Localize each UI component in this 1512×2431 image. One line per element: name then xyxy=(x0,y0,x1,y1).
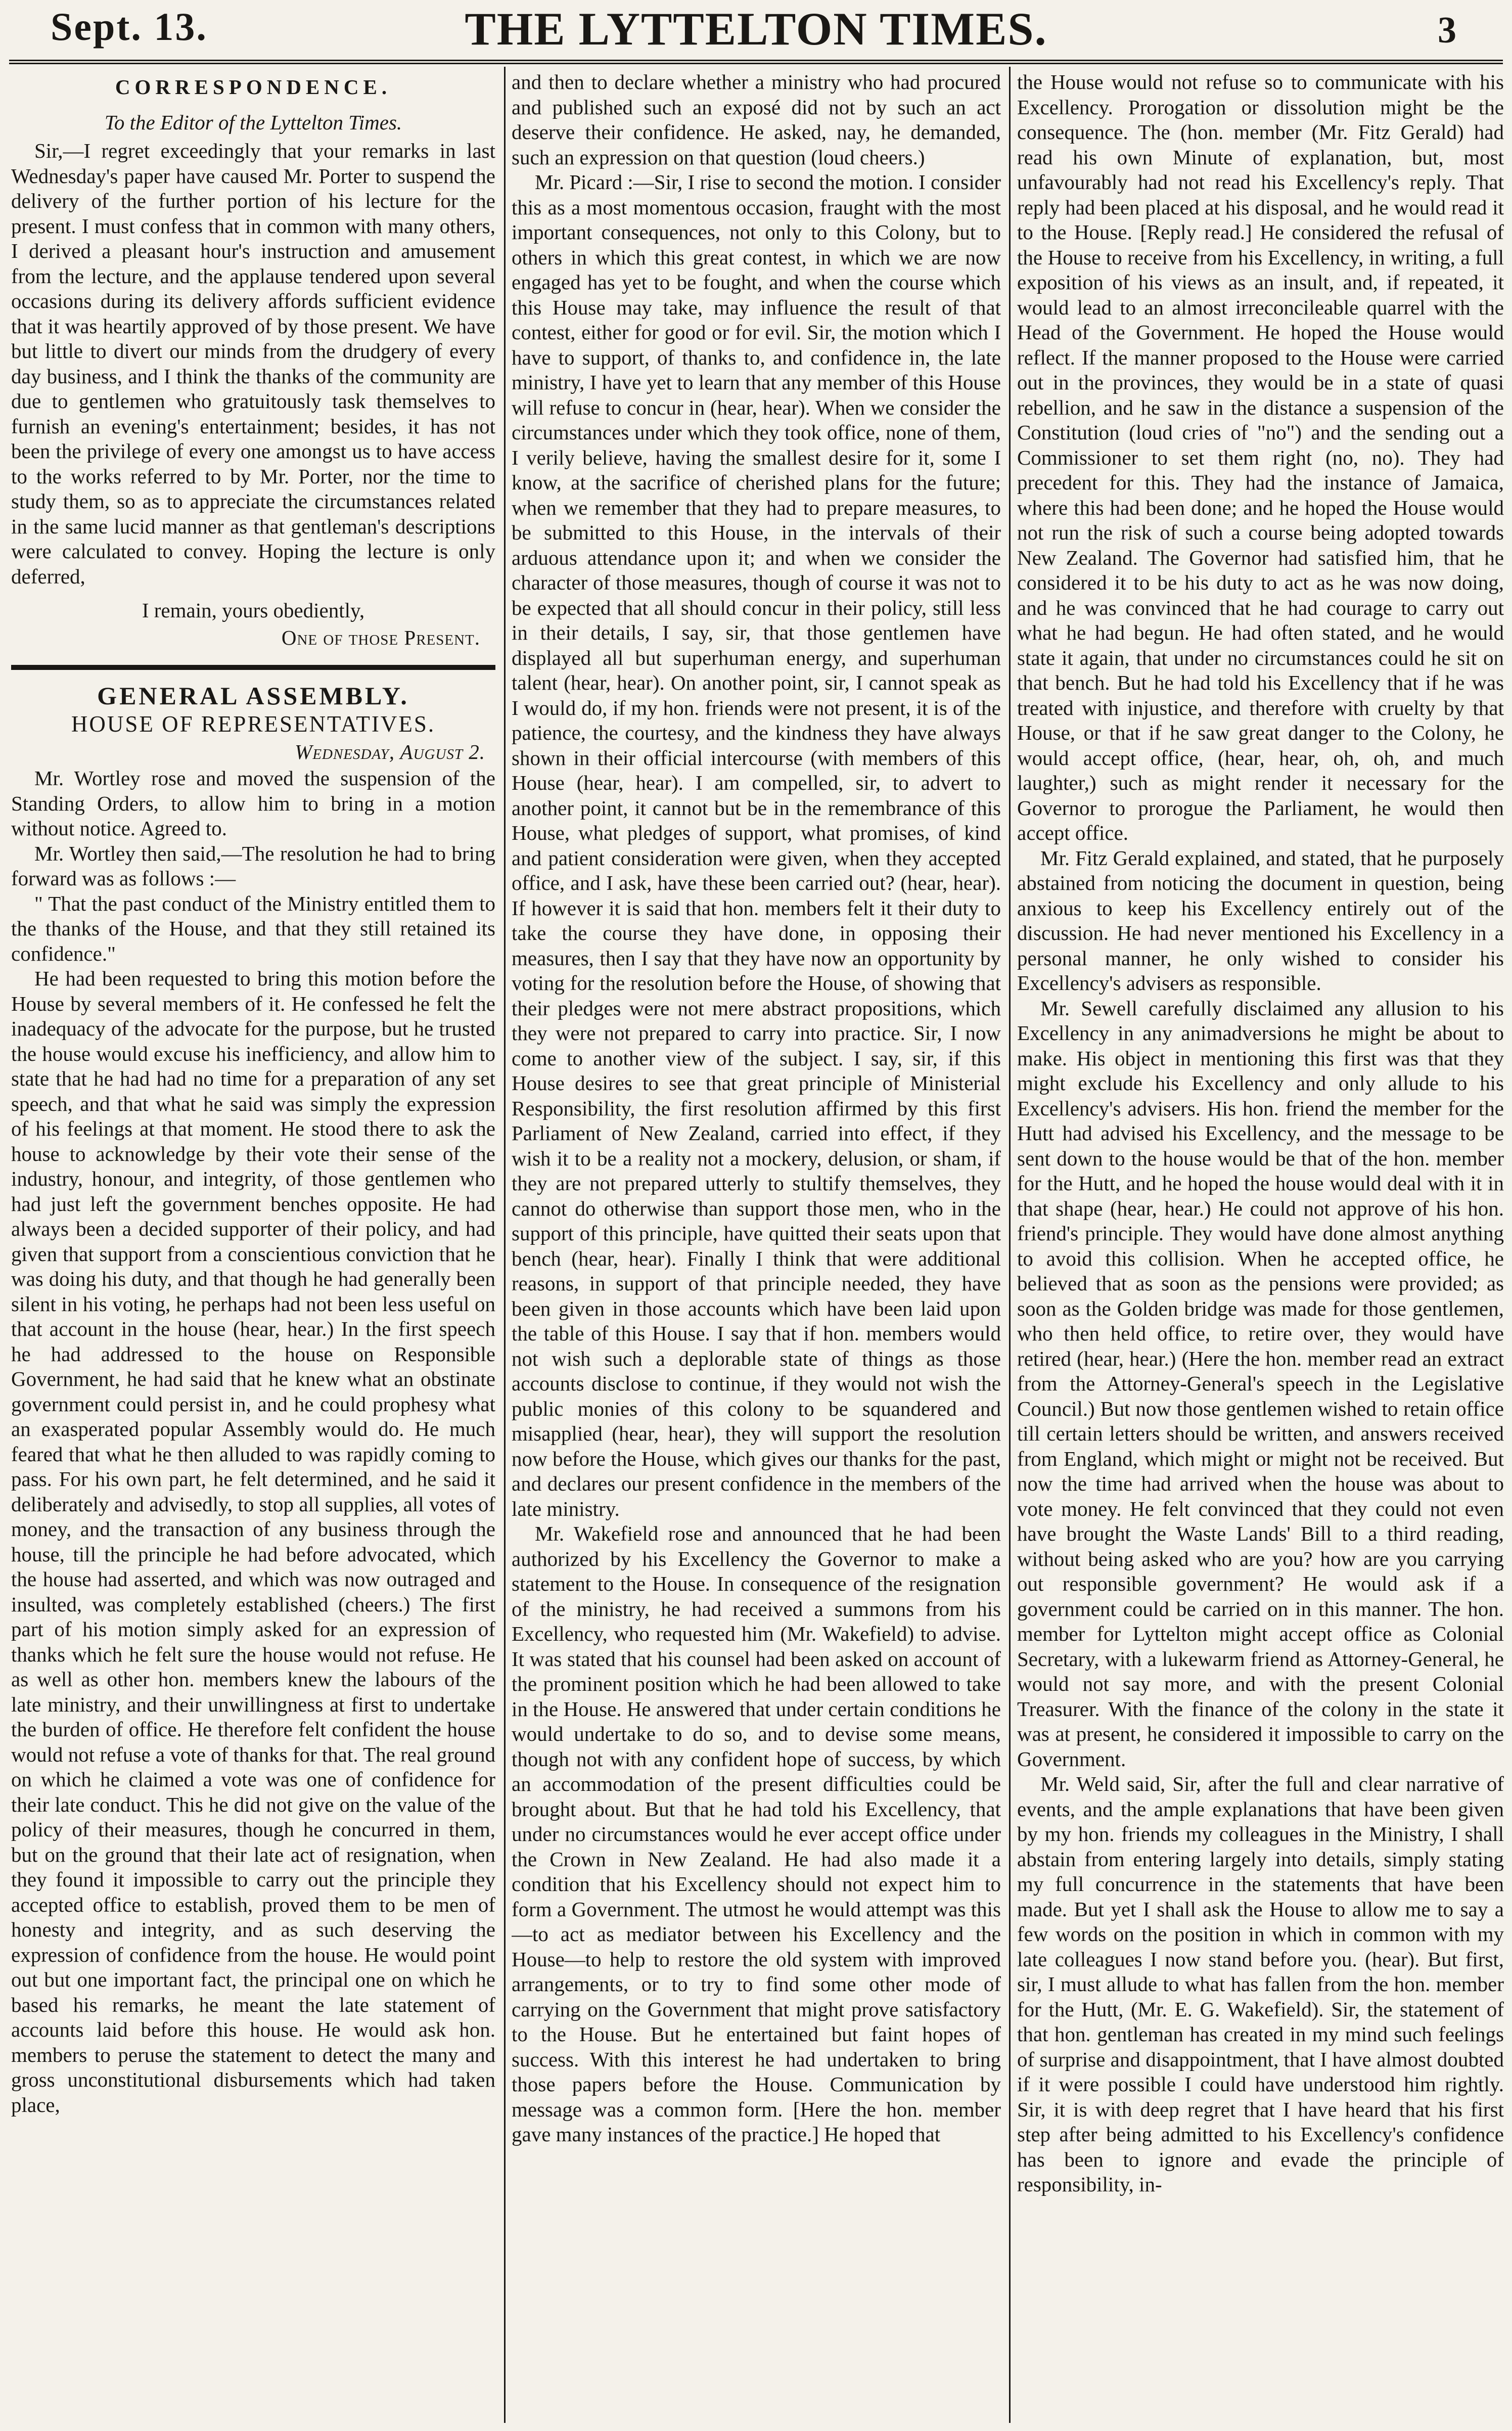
column-rule xyxy=(504,67,506,2423)
letter-body xyxy=(11,139,495,589)
paragraph: Mr. Wortley rose and moved the suspension of the Standing Orders, to allow him to bring in a motion without notice. Agreed to. xyxy=(11,767,495,840)
assembly-subheading: HOUSE OF REPRESENTATIVES. xyxy=(71,711,436,737)
letter-closing: I remain, yours obediently, xyxy=(142,599,365,622)
assembly-heading: GENERAL ASSEMBLY. xyxy=(97,682,409,710)
page-number: 3 xyxy=(1438,10,1456,51)
assembly-intro xyxy=(11,766,495,891)
letter-signature: One of those Present. xyxy=(281,626,480,649)
letter-salutation: To the Editor of the Lyttelton Times. xyxy=(104,111,402,134)
letter-text: Sir,—I regret exceedingly that your remarks in last Wednesday's paper have caused Mr. Porter to suspend the delivery of the further portion of his lecture for the present. I must confess that in common with many others, I derived a pleasant hour's instruction and amusement from the lecture, and the applause tendered upon several occasions during its delivery affords sufficient evidence that it was heartily approved of by those present. We have but little to divert our minds from the drudgery of every day business, and I think the thanks of the community are due to gentlemen who gratuitously task themselves to furnish an evening's entertainment; besides, it has not been the privilege of every one amongst us to have access to the works referred to by Mr. Porter, nor the time to study them, so as to appreciate the circumstances related in the same lucid manner as that gentleman's descriptions were calculated to convey. Hoping the lecture is only deferred, xyxy=(11,139,495,588)
column-2-text xyxy=(512,70,1001,2147)
paragraph: Mr. Picard :—Sir, I rise to second the motion. I consider this as a most momentous occasion, fraught with the most important consequences, not only to this Colony, but to others in which this great contest, in which we are now engaged has yet to be fought, and when the course which this House may take, may influence the result of that contest, either for good or for evil. Sir, the motion which I have to support, of thanks to, and confidence in, the late ministry, I have yet to learn that any member of this House will refuse to concur in (hear, hear). When we consider the circumstances under which they took office, none of them, I verily believe, having the smallest desire for it, some I know, at the sacrifice of cherished plans for the future; when we remember that they had to prepare measures, to be submitted to this House, in the intervals of their arduous attendance upon it; and when we consider the character of those measures, though of course it was not to be expected that all should concur in their policy, still less in their details, I say, sir, that those gentlemen have displayed all but superhuman energy, and superhuman talent (hear, hear). On another point, sir, I cannot speak as I would do, if my hon. friends were not present, it is of the patience, the courtesy, and the kindness they have always shown in their official intercourse (with members of this House (hear, hear). I am compelled, sir, to advert to another point, it cannot but be in the remembrance of this House, what pledges of support, what promises, of kind and patient consideration were given, when they accepted office, and I ask, have these been carried out? (hear, hear). If however it is said that hon. members felt it their duty to take the course they have done, in opposing their measures, then I say that they have now an opportunity by voting for the resolution before the House, of showing that their pledges were not mere abstract propositions, which they were not prepared to carry into practice. Sir, I now come to another view of the subject. I say, sir, if this House desires to see that great principle of Ministerial Responsibility, the first resolution affirmed by this first Parliament of New Zealand, carried into effect, if they wish it to be a reality not a mockery, delusion, or sham, if they are not prepared utterly to stultify themselves, they cannot do otherwise than support those men, who in the support of this principle, have quitted their seats upon that bench (hear, hear). Finally I think that were additional reasons, in support of that principle needed, they have been given in those accounts which have been laid upon the table of this House. I say that if hon. members would not wish such a deplorable state of things as those accounts disclose to continue, if they would not wish the public monies of this colony to be squandered and misapplied (hear, hear), they will support the resolution now before the House, which gives our thanks for the past, and declares our present confidence in the members of the late ministry. xyxy=(512,170,1001,1520)
column-rule xyxy=(1009,67,1011,2423)
column-3-text xyxy=(1017,70,1504,2197)
issue-date: Sept. 13. xyxy=(51,5,208,49)
paragraph: Mr. Wortley then said,—The resolution he had to bring forward was as follows :— xyxy=(11,841,495,890)
column-3 xyxy=(1017,70,1504,2418)
wortley-speech xyxy=(11,966,495,2118)
paragraph: and then to declare whether a ministry who had procured and published such an exposé did not by such an act deserve their confidence. He asked, nay, he demanded, such an expression on that question (loud cheers.) xyxy=(512,70,1001,169)
paragraph: He had been requested to bring this motion before the House by several members of it. He confessed he felt the inadequacy of the advocate for the purpose, but he trusted the house would excuse his inefficiency, and allow him to state that he had had no time for a preparation of any set speech, and that what he said was simply the expression of his feelings at that moment. He stood there to ask the house to acknowledge by their vote their sense of the industry, honour, and integrity, of those gentlemen who had just left the government benches opposite. He had always been a decided supporter of their policy, and had given that support from a conscientious conviction that he was doing his duty, and that though he had generally been silent in his voting, he perhaps had not been less useful on that account in the house (hear, hear.) In the first speech he had addressed to the house on Responsible Government, he had said that he knew what an obstinate government could persist in, and he could prophesy what an exasperated popular Assembly would do. He much feared that what he then alluded to was rapidly coming to pass. For his own part, he felt determined, and he said it deliberately and advisedly, to stop all supplies, all votes of money, and the transaction of any business through the house, till the principle he had before advocated, which the house had asserted, and which was now outraged and insulted, was completely established (cheers.) The first part of his motion simply asked for an expression of thanks which he felt sure the house would not refuse. He as well as other hon. members knew the labours of the late ministry, and their unwillingness at first to undertake the burden of office. He therefore felt confident the house would not refuse a vote of thanks for that. The real ground on which he claimed a vote was one of confidence for their late conduct. This he did not give on the value of the policy of their measures, though he concurred in them, but on the ground that their late act of resignation, when they found it impossible to carry out the principle they accepted office to establish, proved them to be men of honesty and integrity, and as such deserving the expression of confidence from the house. He would point out but one important fact, the principal one on which he based his remarks, he meant the late statement of accounts laid before this house. He would ask hon. members to peruse the statement to detect the many and gross unconstitutional disbursements which had taken place, xyxy=(11,967,495,2117)
paragraph: Mr. Sewell carefully disclaimed any allusion to his Excellency in any animadversions he might be about to make. His object in mentioning this first was that they might exclude his Excellency and only allude to his Excellency's advisers. His hon. friend the member for the Hutt had advised his Excellency, and the message to be sent down to the house would be that of the hon. member for the Hutt, and he hoped the house would deal with it in that shape (hear, hear.) He could not approve of his hon. friend's principle. They would have done almost anything to avoid this collision. When he accepted office, he believed that as soon as the pensions were provided; as soon as the Golden bridge was made for those gentlemen, who then held office, to retire over, they would have retired (hear, hear.) (Here the hon. member read an extract from the Attorney-General's speech in the Legislative Council.) But now those gentlemen wished to retain office till certain letters should be written, and answers received from England, which might or might not be received. But now the time had arrived when the house was about to vote money. He felt convinced that they could not even have brought the Waste Lands' Bill to a third reading, without being asked who are you? how are you carrying out responsible government? He would ask if a government could be carried on in this manner. The hon. member for Lyttelton might accept office as Colonial Secretary, with a lukewarm friend as Attorney-General, he would not say more, and with the present Colonial Treasurer. With the finance of the colony in the state it was at present, he considered it impossible to carry on the Government. xyxy=(1017,996,1504,1771)
masthead-rule xyxy=(9,60,1503,64)
correspondence-heading: CORRESPONDENCE. xyxy=(115,75,392,99)
paragraph: Mr. Weld said, Sir, after the full and clear narrative of events, and the ample explanations that have been given by my hon. friends my colleagues in the Ministry, I shall abstain from entering largely into details, simply stating my full concurrence in the statements that have been made. But yet I shall ask the House to allow me to say a few words on the position in which in common with my late colleagues I now stand before you. (hear). But first, sir, I must allude to what has fallen from the hon. member for the Hutt, (Mr. E. G. Wakefield). Sir, the statement of that hon. gentleman has created in my mind such feelings of surprise and disappointment, that I have almost doubted if it were possible I could have understood him rightly. Sir, it is with deep regret that I have heard that his first step after being admitted to his Excellency's confidence has been to ignore and evade the principle of responsibility, in- xyxy=(1017,1772,1504,2196)
column-2 xyxy=(512,70,1001,2418)
assembly-date: Wednesday, August 2. xyxy=(295,740,485,763)
section-divider xyxy=(11,665,495,670)
column-1 xyxy=(11,70,495,2418)
newspaper-title: THE LYTTELTON TIMES. xyxy=(465,3,1047,55)
masthead xyxy=(0,0,1512,60)
motion-quote: " That the past conduct of the Ministry entitled them to the thanks of the House, and that they still retained its confidence." xyxy=(11,891,495,965)
paragraph: the House would not refuse so to communicate with his Excellency. Prorogation or dissolution might be the consequence. The (hon. member (Mr. Fitz Gerald) had read his own Minute of explanation, but, most unfavourably had not read his Excellency's reply. That reply had been placed at his disposal, and he would read it to the House. [Reply read.] He considered the refusal of the House to receive from his Excellency, in writing, a full exposition of his views as an insult, and, if repeated, it would lead to an almost irreconcileable quarrel with the Head of the Government. He hoped the House would reflect. If the manner proposed to the House were carried out in the provinces, they would be in a state of quasi rebellion, and he saw in the distance a suspension of the Constitution (loud cries of "no") and the sending out a Commissioner to set them right (no, no). They had precedent for this. They had the instance of Jamaica, where this had been done; and he hoped the House would not run the risk of such a course being adopted towards New Zealand. The Governor had satisfied him, that he considered it to be his duty to act as he was now doing, and he was convinced that he had courage to carry out what he had begun. He had often stated, and he would state it again, that under no circumstances could he sit on that bench. But he had told his Excellency that if he was treated with injustice, and therefore with cruelty by that House, or that if he saw great danger to the Colony, he would accept office, (hear, hear, oh, oh, and much laughter,) such as might render it necessary for the Governor to prorogue the Parliament, he would then accept office. xyxy=(1017,70,1504,844)
paragraph: Mr. Wakefield rose and announced that he had been authorized by his Excellency the Governor to make a statement to the House. In consequence of the resignation of the ministry, he had received a summons from his Excellency, who requested him (Mr. Wakefield) to advise. It was stated that his counsel had been asked on account of the prominent position which he had been allowed to take in the House. He answered that under certain conditions he would undertake to do so, and to devise some means, though not with any confident hope of success, by which an accommodation of the present difficulties could be brought about. But that he had told his Excellency, that under no circumstances would he ever accept office under the Crown in New Zealand. He had also made it a condition that his Excellency should not expect him to form a Government. The utmost he would attempt was this—to act as mediator between his Excellency and the House—to help to restore the old system with improved arrangements, or to try to find some other mode of carrying on the Government that might prove satisfactory to the House. But he entertained but faint hopes of success. With this interest he had undertaken to bring those papers before the House. Communication by message was a common form. [Here the hon. member gave many instances of the practice.] He hoped that xyxy=(512,1522,1001,2146)
paragraph: Mr. Fitz Gerald explained, and stated, that he purposely abstained from noticing the document in question, being anxious to keep his Excellency entirely out of the discussion. He had never mentioned his Excellency in a personal manner, he only wished to consider his Excellency's advisers as responsible. xyxy=(1017,846,1504,995)
